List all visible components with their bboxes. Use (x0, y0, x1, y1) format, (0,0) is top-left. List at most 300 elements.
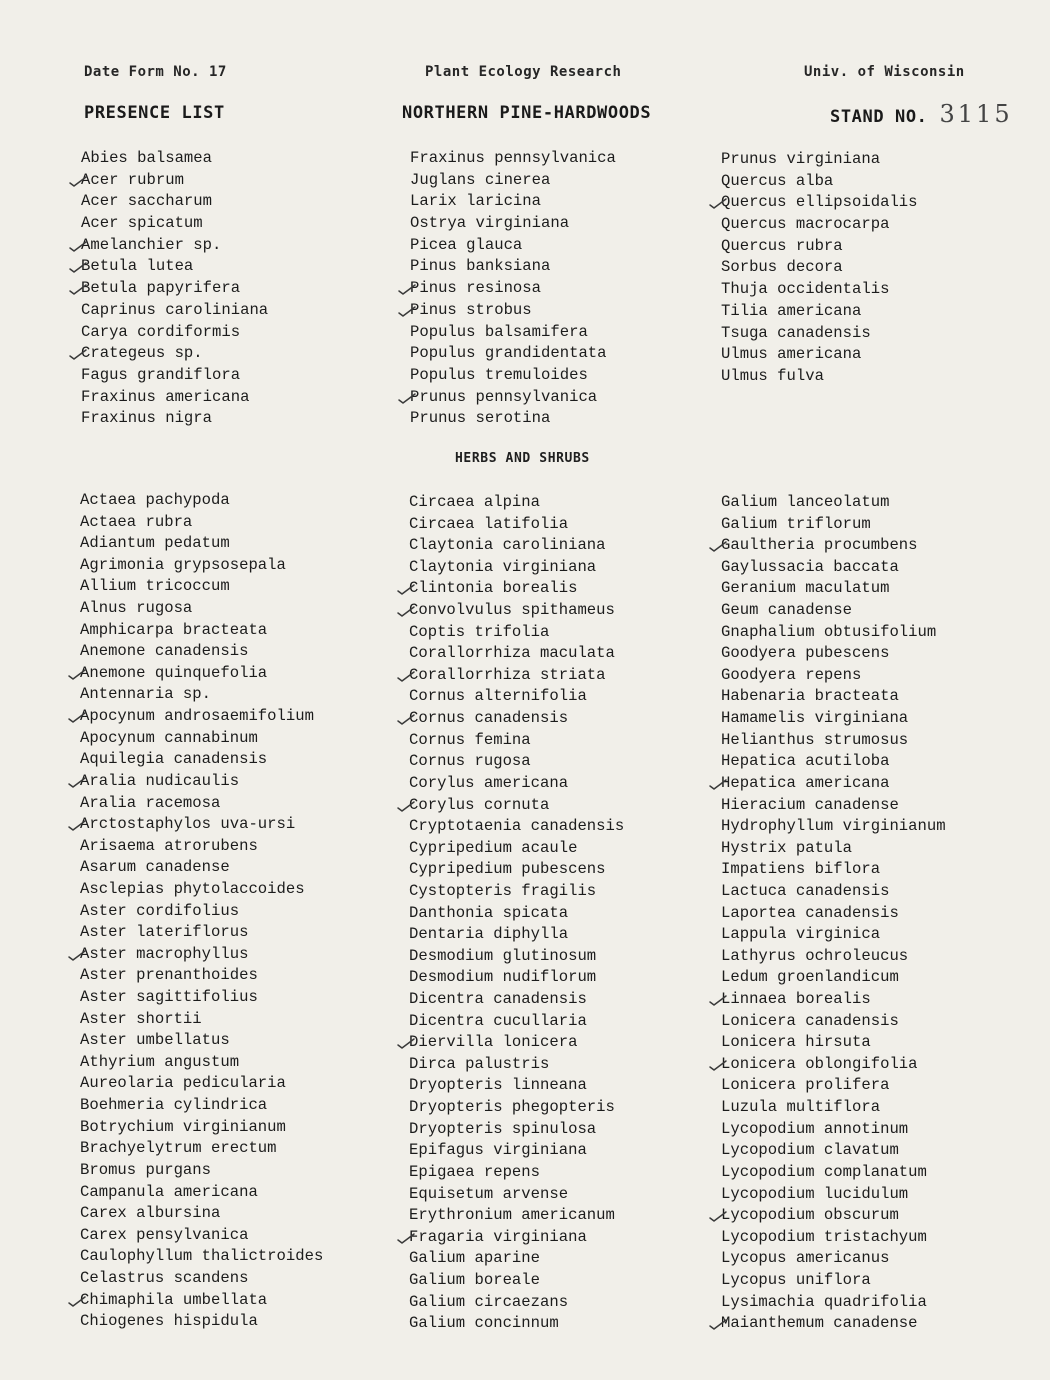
species-item (721, 214, 918, 236)
species-item (721, 1292, 946, 1314)
species-name: Galium aparine (409, 1249, 541, 1268)
species-name: Coptis trifolia (409, 622, 550, 641)
species-item (721, 881, 946, 903)
checkmark-icon (709, 1209, 729, 1223)
species-item (409, 643, 624, 665)
university-name: Univ. of Wisconsin (804, 64, 965, 80)
herb-list-col3 (721, 492, 946, 1335)
species-name: Gnaphalium obtusifolium (721, 622, 937, 641)
checkmark-icon (69, 260, 89, 274)
species-name: Aster shortii (80, 1009, 202, 1028)
species-name: Alnus rugosa (80, 599, 193, 618)
species-name: Hepatica americana (721, 773, 890, 792)
species-item (80, 836, 323, 858)
species-name: Lappula virginica (721, 925, 881, 944)
species-name: Galium concinnum (409, 1314, 559, 1333)
species-item (409, 1162, 624, 1184)
species-item (409, 1248, 624, 1270)
species-name: Quercus macrocarpa (721, 215, 890, 234)
species-item (80, 749, 323, 771)
species-item (409, 514, 624, 536)
species-name: Aster sagittifolius (80, 988, 258, 1007)
species-item (409, 622, 624, 644)
species-item (721, 171, 918, 193)
species-item (80, 771, 323, 793)
species-name: Carya cordiformis (81, 322, 241, 341)
species-name: Lycopodium lucidulum (721, 1184, 909, 1203)
species-item (80, 684, 323, 706)
species-name: Aster prenanthoides (80, 966, 258, 985)
species-item (721, 578, 946, 600)
species-name: Quercus alba (721, 171, 834, 190)
species-item (409, 816, 624, 838)
species-item (409, 967, 624, 989)
species-item (80, 1246, 323, 1268)
species-name: Dryopteris linneana (409, 1076, 587, 1095)
species-name: Cypripedium pubescens (409, 860, 606, 879)
checkmark-icon (398, 282, 418, 296)
species-item (721, 1032, 946, 1054)
species-name: Prunus pennsylvanica (410, 387, 598, 406)
species-name: Crategeus sp. (81, 344, 203, 363)
species-name: Dryopteris phegopteris (409, 1098, 615, 1117)
species-item (80, 793, 323, 815)
species-name: Hieracium canadense (721, 795, 899, 814)
species-name: Dicentra cucullaria (409, 1011, 587, 1030)
species-item (721, 1270, 946, 1292)
checkmark-icon (397, 712, 417, 726)
species-item (81, 365, 268, 387)
species-item (721, 1140, 946, 1162)
species-item (80, 1030, 323, 1052)
species-name: Goodyera pubescens (721, 644, 890, 663)
species-item (80, 1203, 323, 1225)
species-name: Galium circaezans (409, 1292, 569, 1311)
species-item (81, 213, 268, 235)
species-item (80, 1073, 323, 1095)
species-name: Aralia nudicaulis (80, 771, 240, 790)
species-item (409, 859, 624, 881)
species-item (81, 148, 268, 170)
species-item (81, 408, 268, 430)
species-item (721, 1248, 946, 1270)
species-name: Hepatica acutiloba (721, 752, 890, 771)
checkmark-icon (69, 282, 89, 296)
species-name: Cystopteris fragilis (409, 881, 597, 900)
species-name: Helianthus strumosus (721, 730, 909, 749)
species-item (721, 643, 946, 665)
species-item (409, 773, 624, 795)
tree-list-col2 (410, 148, 616, 430)
species-name: Fraxinus pennsylvanica (410, 149, 616, 167)
species-item (721, 192, 918, 214)
species-name: Boehmeria cylindrica (80, 1096, 268, 1115)
species-item (80, 879, 323, 901)
species-item (409, 557, 624, 579)
species-item (81, 170, 268, 192)
species-name: Lycopus americanus (721, 1249, 890, 1268)
species-name: Aster cordifolius (80, 901, 240, 920)
species-item (721, 557, 946, 579)
species-name: Anemone canadensis (80, 642, 249, 661)
species-name: Populus tremuloides (410, 365, 588, 384)
checkmark-icon (397, 582, 417, 596)
checkmark-icon (398, 391, 418, 405)
herb-list-col1 (80, 490, 323, 1333)
species-item (409, 492, 624, 514)
tree-list-col1 (81, 148, 268, 430)
species-name: Epigaea repens (409, 1162, 541, 1181)
species-item (410, 322, 616, 344)
species-item (721, 1075, 946, 1097)
species-item (80, 1095, 323, 1117)
species-name: Cornus alternifolia (409, 687, 587, 706)
species-name: Antennaria sp. (80, 685, 212, 704)
species-item (409, 1292, 624, 1314)
species-item (80, 533, 323, 555)
species-item (80, 576, 323, 598)
species-name: Ostrya virginiana (410, 214, 570, 233)
species-item (721, 279, 918, 301)
species-name: Actaea pachypoda (80, 491, 230, 509)
checkmark-icon (68, 667, 88, 681)
species-item (80, 663, 323, 685)
species-item (81, 322, 268, 344)
species-name: Clintonia borealis (409, 579, 578, 598)
species-name: Carex pensylvanica (80, 1225, 249, 1244)
species-item (409, 1011, 624, 1033)
species-name: Impatiens biflora (721, 860, 881, 879)
species-name: Juglans cinerea (410, 170, 551, 189)
species-item (80, 1225, 323, 1247)
species-item (80, 555, 323, 577)
species-name: Lonicera canadensis (721, 1011, 899, 1030)
species-name: Aster lateriflorus (80, 923, 249, 942)
species-name: Picea glauca (410, 235, 523, 254)
species-name: Chiogenes hispidula (80, 1312, 258, 1331)
checkmark-icon (68, 1294, 88, 1308)
species-name: Prunus virginiana (721, 150, 881, 168)
species-item (721, 344, 918, 366)
species-item (80, 620, 323, 642)
species-item (721, 730, 946, 752)
species-name: Sorbus decora (721, 258, 843, 277)
species-item (80, 1117, 323, 1139)
species-item (81, 343, 268, 365)
checkmark-icon (397, 1036, 417, 1050)
species-item (721, 924, 946, 946)
species-item (80, 641, 323, 663)
species-name: Betula lutea (81, 257, 194, 276)
species-name: Linnaea borealis (721, 990, 871, 1009)
species-name: Caulophyllum thalictroides (80, 1247, 324, 1266)
checkmark-icon (397, 799, 417, 813)
species-name: Gaultheria procumbens (721, 536, 918, 555)
species-name: Lycopodium complanatum (721, 1162, 927, 1181)
stand-number-value: 3115 (939, 100, 1013, 128)
species-item (80, 1311, 323, 1333)
species-name: Laportea canadensis (721, 903, 899, 922)
species-name: Circaea alpina (409, 493, 541, 511)
species-item (721, 989, 946, 1011)
checkmark-icon (709, 1058, 729, 1072)
species-item (721, 838, 946, 860)
species-item (80, 512, 323, 534)
species-name: Chimaphila umbellata (80, 1290, 268, 1309)
species-name: Prunus serotina (410, 409, 551, 428)
species-name: Aureolaria pedicularia (80, 1074, 286, 1093)
species-name: Desmodium nudiflorum (409, 968, 597, 987)
species-item (721, 257, 918, 279)
species-name: Circaea latifolia (409, 514, 569, 533)
species-name: Claytonia caroliniana (409, 536, 606, 555)
herbs-shrubs-heading: HERBS AND SHRUBS (455, 451, 590, 466)
species-item (409, 881, 624, 903)
checkmark-icon (709, 539, 729, 553)
species-name: Dirca palustris (409, 1054, 550, 1073)
species-item (409, 1270, 624, 1292)
checkmark-icon (69, 347, 89, 361)
species-name: Corylus americana (409, 773, 569, 792)
species-item (80, 1268, 323, 1290)
species-item (721, 1184, 946, 1206)
species-name: Actaea rubra (80, 512, 193, 531)
species-name: Quercus rubra (721, 236, 843, 255)
species-name: Ulmus americana (721, 345, 862, 364)
species-item (81, 191, 268, 213)
species-item (721, 600, 946, 622)
species-item (721, 1313, 946, 1335)
species-item (721, 773, 946, 795)
species-name: Lysimachia quadrifolia (721, 1292, 927, 1311)
species-item (409, 1097, 624, 1119)
species-item (721, 492, 946, 514)
species-name: Cornus rugosa (409, 752, 531, 771)
checkmark-icon (68, 710, 88, 724)
species-item (409, 751, 624, 773)
species-item (409, 795, 624, 817)
species-name: Hamamelis virginiana (721, 709, 909, 728)
species-name: Pinus banksiana (410, 257, 551, 276)
species-name: Diervilla lonicera (409, 1033, 578, 1052)
species-name: Geum canadense (721, 601, 853, 620)
species-item (80, 598, 323, 620)
species-item (721, 816, 946, 838)
checkmark-icon (709, 1317, 729, 1331)
species-item (409, 708, 624, 730)
species-item (81, 300, 268, 322)
species-item (80, 901, 323, 923)
species-name: Ulmus fulva (721, 366, 824, 385)
checkmark-icon (398, 304, 418, 318)
species-name: Convolvulus spithameus (409, 601, 615, 620)
species-name: Lactuca canadensis (721, 881, 890, 900)
species-item (80, 728, 323, 750)
checkmark-icon (397, 669, 417, 683)
species-name: Gaylussacia baccata (721, 557, 899, 576)
species-item (80, 1009, 323, 1031)
checkmark-icon (69, 239, 89, 253)
species-name: Aster macrophyllus (80, 944, 249, 963)
checkmark-icon (68, 948, 88, 962)
species-name: Lonicera oblongifolia (721, 1054, 918, 1073)
species-name: Hystrix patula (721, 838, 853, 857)
species-name: Aster umbellatus (80, 1031, 230, 1050)
species-item (409, 1119, 624, 1141)
species-item (410, 343, 616, 365)
species-item (409, 1227, 624, 1249)
species-item (410, 235, 616, 257)
species-item (80, 944, 323, 966)
species-item (721, 535, 946, 557)
species-item (409, 838, 624, 860)
species-item (80, 1138, 323, 1160)
species-name: Asclepias phytolaccoides (80, 879, 305, 898)
checkmark-icon (68, 775, 88, 789)
species-item (80, 814, 323, 836)
species-item (81, 387, 268, 409)
species-name: Larix laricina (410, 192, 542, 211)
species-item (721, 514, 946, 536)
species-item (409, 1184, 624, 1206)
tree-list-col3 (721, 149, 918, 388)
species-name: Asarum canadense (80, 858, 230, 877)
species-item (409, 1205, 624, 1227)
species-name: Pinus strobus (410, 300, 532, 319)
species-name: Cornus canadensis (409, 709, 569, 728)
species-name: Populus balsamifera (410, 322, 588, 341)
stand-number-field (830, 100, 1013, 128)
institution-name: Plant Ecology Research (425, 64, 622, 80)
species-item (721, 1119, 946, 1141)
species-item (409, 535, 624, 557)
species-name: Danthonia spicata (409, 903, 569, 922)
species-item (409, 1032, 624, 1054)
stand-number-label: STAND NO. (830, 107, 928, 127)
species-name: Pinus resinosa (410, 279, 542, 298)
species-name: Apocynum androsaemifolium (80, 707, 314, 726)
species-name: Equisetum arvense (409, 1184, 569, 1203)
species-item (409, 924, 624, 946)
checkmark-icon (69, 174, 89, 188)
species-name: Maianthemum canadense (721, 1314, 918, 1333)
species-name: Acer rubrum (81, 170, 184, 189)
species-item (409, 686, 624, 708)
species-name: Brachyelytrum erectum (80, 1139, 277, 1158)
presence-list-title: PRESENCE LIST (84, 103, 225, 123)
species-name: Quercus ellipsoidalis (721, 193, 918, 212)
species-name: Dryopteris spinulosa (409, 1119, 597, 1138)
species-name: Cornus femina (409, 730, 531, 749)
species-item (721, 622, 946, 644)
checkmark-icon (397, 1231, 417, 1245)
species-item (409, 989, 624, 1011)
species-item (80, 987, 323, 1009)
checkmark-icon (709, 777, 729, 791)
community-title: NORTHERN PINE-HARDWOODS (402, 103, 652, 123)
species-name: Acer spicatum (81, 214, 203, 233)
species-name: Corylus cornuta (409, 795, 550, 814)
species-item (721, 301, 918, 323)
species-item (721, 946, 946, 968)
species-item (80, 1290, 323, 1312)
species-name: Goodyera repens (721, 665, 862, 684)
species-name: Cryptotaenia canadensis (409, 817, 625, 836)
species-name: Lycopodium tristachyum (721, 1227, 927, 1246)
species-name: Adiantum pedatum (80, 534, 230, 553)
species-item (80, 922, 323, 944)
species-name: Corallorrhiza striata (409, 665, 606, 684)
species-name: Dicentra canadensis (409, 990, 587, 1009)
species-item (721, 1162, 946, 1184)
herb-list-col2 (409, 492, 624, 1335)
species-name: Tsuga canadensis (721, 323, 871, 342)
species-item (721, 859, 946, 881)
species-item (410, 191, 616, 213)
species-item (409, 903, 624, 925)
species-item (721, 1205, 946, 1227)
species-name: Geranium maculatum (721, 579, 890, 598)
species-name: Lonicera prolifera (721, 1076, 890, 1095)
species-item (80, 857, 323, 879)
species-item (81, 256, 268, 278)
species-name: Thuja occidentalis (721, 280, 890, 299)
species-item (409, 578, 624, 600)
species-item (409, 1075, 624, 1097)
species-item (410, 148, 616, 170)
species-name: Corallorrhiza maculata (409, 644, 615, 663)
species-name: Populus grandidentata (410, 344, 607, 363)
species-name: Celastrus scandens (80, 1268, 249, 1287)
species-name: Amphicarpa bracteata (80, 620, 268, 639)
species-name: Bromus purgans (80, 1160, 212, 1179)
species-name: Lonicera hirsuta (721, 1033, 871, 1052)
species-item (409, 1140, 624, 1162)
species-name: Dentaria diphylla (409, 925, 569, 944)
species-name: Erythronium americanum (409, 1206, 615, 1225)
species-item (80, 706, 323, 728)
species-name: Lycopus uniflora (721, 1270, 871, 1289)
species-name: Cypripedium acaule (409, 838, 578, 857)
species-item (410, 170, 616, 192)
species-name: Ledum groenlandicum (721, 968, 899, 987)
species-item (409, 730, 624, 752)
species-name: Hydrophyllum virginianum (721, 817, 946, 836)
species-item (721, 236, 918, 258)
checkmark-icon (68, 818, 88, 832)
species-name: Lycopodium clavatum (721, 1141, 899, 1160)
species-item (721, 708, 946, 730)
species-item (80, 1160, 323, 1182)
species-name: Carex albursina (80, 1204, 221, 1223)
species-item (721, 665, 946, 687)
species-item (409, 946, 624, 968)
species-item (410, 278, 616, 300)
species-item (81, 278, 268, 300)
species-item (410, 408, 616, 430)
species-item (409, 1313, 624, 1335)
species-name: Aquilegia canadensis (80, 750, 268, 769)
species-name: Tilia americana (721, 301, 862, 320)
species-name: Galium triflorum (721, 514, 871, 533)
species-name: Caprinus caroliniana (81, 300, 269, 319)
species-item (410, 300, 616, 322)
species-name: Abies balsamea (81, 149, 213, 167)
species-item (721, 1011, 946, 1033)
species-item (80, 965, 323, 987)
form-number: Date Form No. 17 (84, 64, 227, 80)
species-name: Agrimonia grypsosepala (80, 555, 286, 574)
